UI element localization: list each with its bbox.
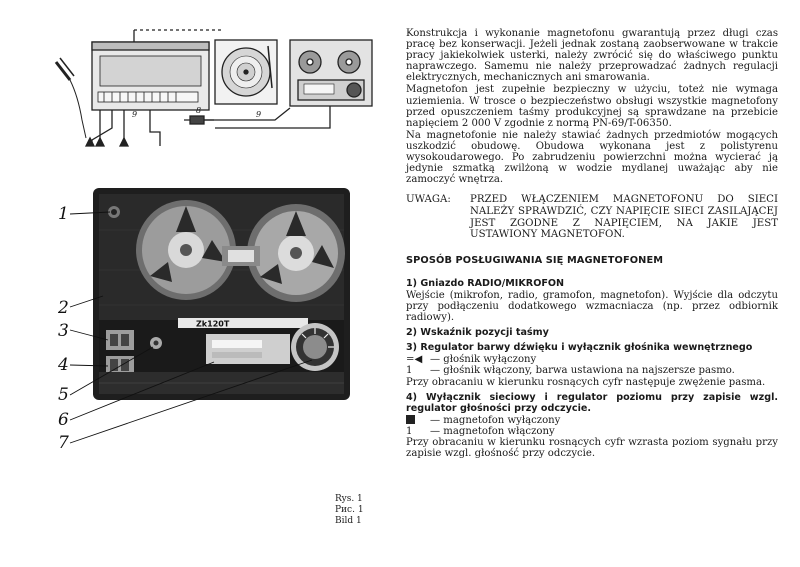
item3-title: 3) Regulator barwy dźwięku i wyłącznik głośnika wewnętrznego [406,342,753,354]
recorder-nameplate: Zk120T [196,319,230,329]
callout-6: 6 [58,410,69,430]
paragraph-maintenance: Konstrukcja i wykonanie magnetofonu gwarantują przez długi czas pracę bez konserwacji. Jeżeli jednak zostaną zaobserwowane w trakcie pracy jakiekolwiek usterki, należy zwrócić się do właściwego punktu naprawczego. Samemu nie należy przeprowadzać żadnych regulacji elektrycznych, mechanicznych ani smarowania. [406,28,778,84]
callout-4: 4 [58,355,69,375]
warning-block [406,194,778,240]
warning-label: UWAGA: [406,194,451,206]
figure-caption [335,494,364,527]
diagram-label-9a: 9 [132,110,138,119]
item3-row-on: 1 — głośnik włączony, barwa ustawiona na najszersze pasmo. [406,365,735,377]
paragraph-safety: Magnetofon jest zupełnie bezpieczny w użyciu, toteż nie wymaga uziemienia. W trosce o bezpieczeństwo obsługi wszystkie magnetofony przed opuszczeniem taśmy produkcyjnej są sprawdzane na przebicie napięciem 2 000 V zgodnie z normą PN-69/T-06350. [406,84,778,129]
item3-row-off: =◀ — głośnik wyłączony [406,354,537,366]
callout-1: 1 [58,204,69,224]
section-title: SPOSÓB POSŁUGIWANIA SIĘ MAGNETOFONEM [406,254,664,266]
callout-3: 3 [58,321,69,341]
item4-row-off: — magnetofon wyłączony [406,415,778,426]
item4-title: 4) Wyłącznik sieciowy i regulator poziomu przy zapisie wzgl. regulator głośności przy odczycie. [406,391,778,414]
item4-body: Przy obracaniu w kierunku rosnących cyfr wzrasta poziom sygnału przy zapisie wzgl. głośność przy odczycie. [406,437,778,460]
item1-body: Wejście (mikrofon, radio, gramofon, magnetofon). Wyjście dla odczytu przy podłączeniu dodatkowego wzmacniacza (np. przez odbiornik radiowy). [406,289,778,324]
power-on-symbol: 1 [406,425,413,437]
item3-body: Przy obracaniu w kierunku rosnących cyfr następuje zwężenie pasma. [406,376,766,388]
power-off-icon [406,415,415,424]
speaker-off-symbol: =◀ [406,354,423,366]
speaker-on-symbol: 1 [406,365,413,377]
item1-title: 1) Gniazdo RADIO/MIKROFON [406,277,565,289]
callout-5: 5 [58,385,69,405]
item2-title: 2) Wskaźnik pozycji taśmy [406,327,549,339]
callout-7: 7 [58,433,69,453]
caption-pl: Rys. 1 [335,494,363,504]
diagram-label-9b: 9 [256,110,262,119]
manual-text [406,28,778,460]
tape-recorder-photo [93,188,350,400]
caption-ru: Рис. 1 [335,505,364,515]
caption-de: Bild 1 [335,516,362,526]
item4-row-on: 1 — magnetofon włączony [406,425,555,437]
connection-diagram [56,30,372,146]
warning-body: PRZED WŁĄCZENIEM MAGNETOFONU DO SIECI NALEŻY SPRAWDZIĆ, CZY NAPIĘCIE SIECI ZASILAJĄCEJ JEST ZGODNE Z NAPIĘCIEM, NA JAKIE JEST USTAWIONY MAGNETOFON. [470,194,778,241]
callout-2: 2 [58,298,69,318]
paragraph-care: Na magnetofonie nie należy stawiać żadnych przedmiotów mogących uszkodzić obudowę. Obudowa wykonana jest z polistyrenu wysokoudarowego. Po zabrudzeniu powierzchni można wycierać ją jedynie szmatką zwilżoną w wodzie mydlanej uważając aby nie zamoczyć wnętrza. [406,129,778,186]
diagram-label-8: 8 [196,106,202,115]
